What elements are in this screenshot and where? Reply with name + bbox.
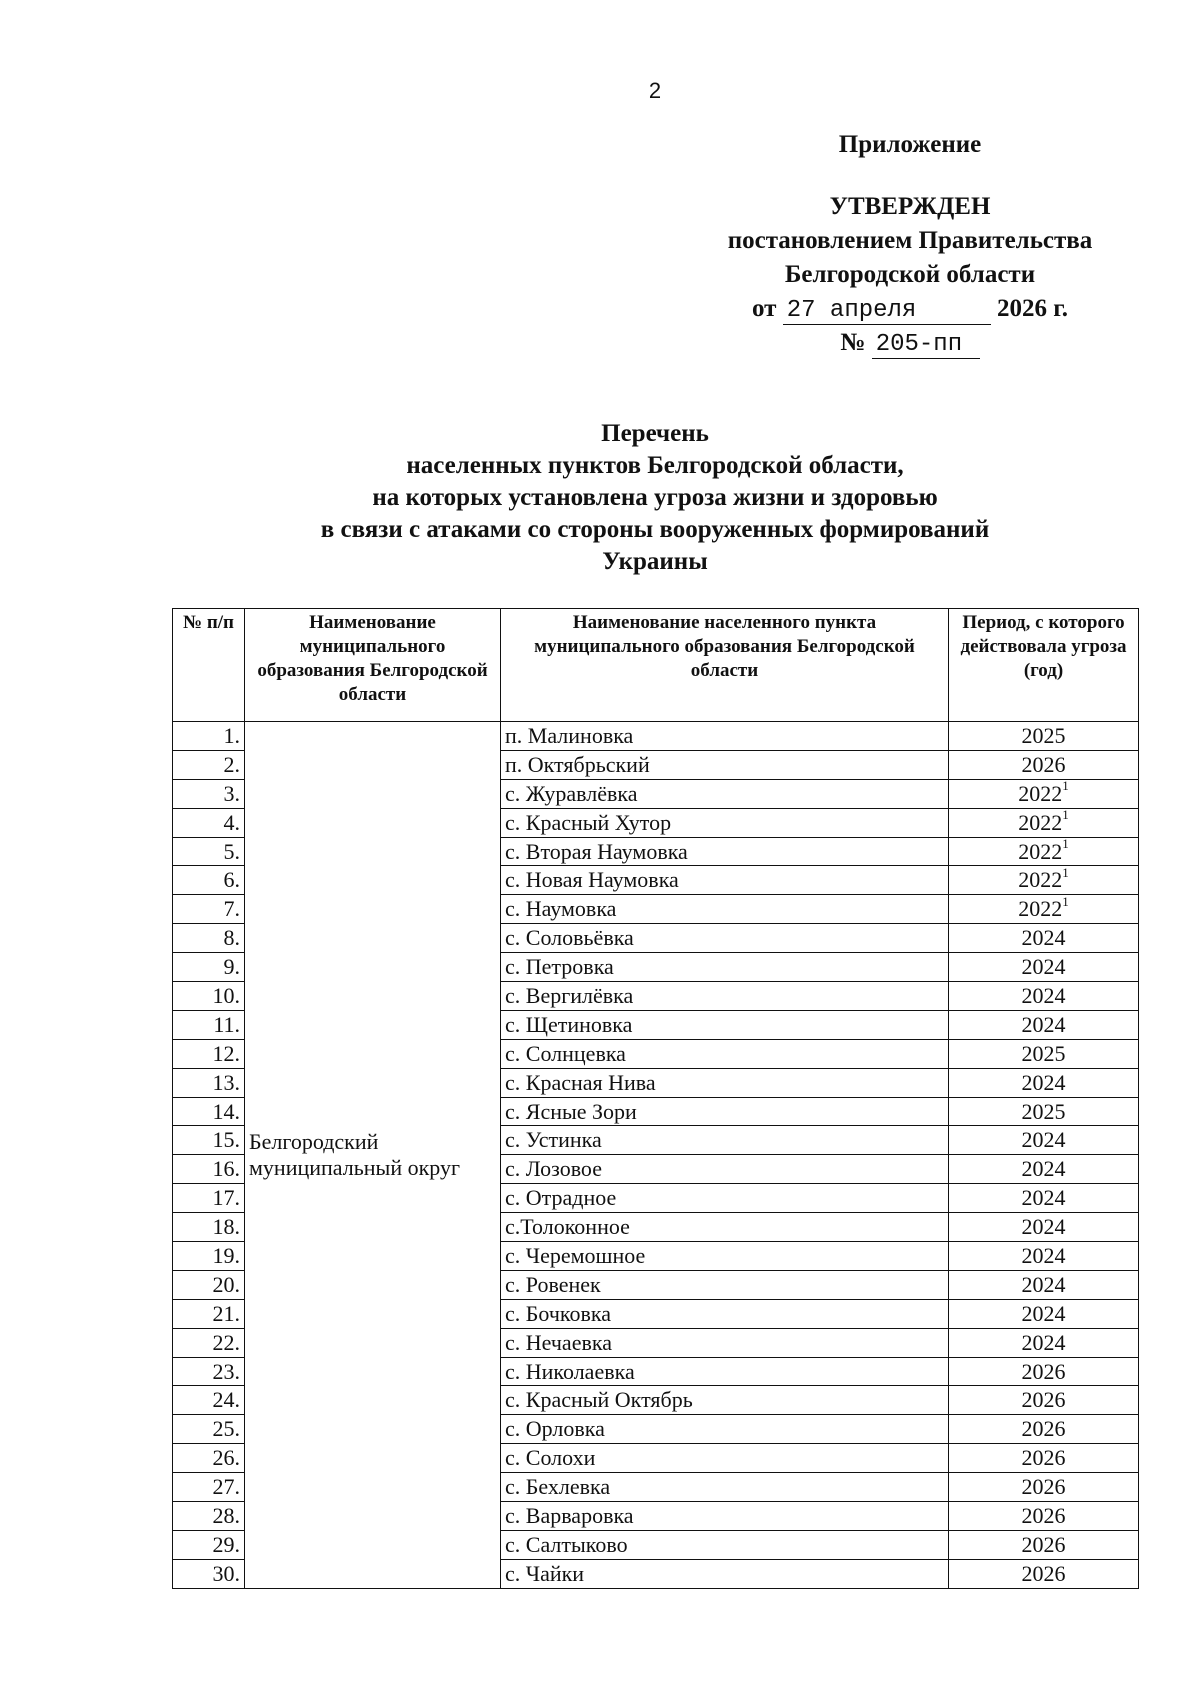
threat-year (949, 1242, 1139, 1271)
title-line-3: на которых установлена угроза жизни и здоровью (372, 484, 938, 511)
table-header-row (173, 609, 1139, 722)
row-number: 4. (173, 808, 245, 837)
settlement-name: с. Красная Нива (501, 1068, 949, 1097)
threat-year (949, 1039, 1139, 1068)
approval-block (640, 128, 1180, 360)
row-number: 25. (173, 1415, 245, 1444)
threat-year (949, 1068, 1139, 1097)
header-municipality: Наименование муниципального образования Белгородской области (245, 609, 501, 722)
year-value: 2024 (1021, 982, 1066, 1008)
threat-year (949, 1213, 1139, 1242)
settlement-name: с. Отрадное (501, 1184, 949, 1213)
settlement-name: с. Соловьёвка (501, 924, 949, 953)
row-number: 7. (173, 895, 245, 924)
settlement-name: с. Лозовое (501, 1155, 949, 1184)
row-number: 29. (173, 1530, 245, 1559)
settlement-name: с. Орловка (501, 1415, 949, 1444)
settlement-name: с. Петровка (501, 953, 949, 982)
document-title (175, 418, 1135, 578)
threat-year (949, 837, 1139, 866)
decree-line-1: постановлением Правительства (727, 227, 1093, 254)
settlement-name: с. Ровенек (501, 1270, 949, 1299)
year-value: 2026 (1021, 1474, 1066, 1500)
date-prefix: от (752, 295, 777, 322)
threat-year (949, 1097, 1139, 1126)
settlement-name: с. Наумовка (501, 895, 949, 924)
threat-year (949, 1530, 1139, 1559)
row-number: 21. (173, 1299, 245, 1328)
title-line-1: Перечень (601, 420, 709, 447)
settlement-name: с. Варваровка (501, 1502, 949, 1531)
year-value: 2024 (1021, 1156, 1066, 1182)
title-line-4: в связи с атаками со стороны вооруженных формирований (320, 516, 990, 543)
table-body (173, 722, 1139, 1589)
header-period: Период, с которого действовала угроза (год) (949, 609, 1139, 722)
row-number: 14. (173, 1097, 245, 1126)
threat-year (949, 953, 1139, 982)
row-number: 1. (173, 722, 245, 751)
settlement-name: с. Вергилёвка (501, 982, 949, 1011)
threat-year (949, 1357, 1139, 1386)
approved-label: УТВЕРЖДЕН (829, 193, 991, 220)
year-value: 2026 (1021, 1387, 1066, 1413)
settlement-name: с. Красный Хутор (501, 808, 949, 837)
decree-date (640, 292, 1180, 326)
settlement-name: п. Октябрьский (501, 750, 949, 779)
year-value: 2024 (1021, 1011, 1066, 1037)
year-value: 2024 (1021, 1069, 1066, 1095)
header-num: № п/п (173, 609, 245, 722)
threat-year (949, 1559, 1139, 1588)
threat-year (949, 1328, 1139, 1357)
row-number: 9. (173, 953, 245, 982)
row-number: 16. (173, 1155, 245, 1184)
decree-line-2: Белгородской области (784, 261, 1036, 288)
year-value: 2022 (1018, 780, 1063, 806)
threat-year (949, 1386, 1139, 1415)
settlement-name: с. Журавлёвка (501, 779, 949, 808)
year-value: 2024 (1021, 1329, 1066, 1355)
settlement-name: с. Солохи (501, 1444, 949, 1473)
threat-year (949, 982, 1139, 1011)
date-value: 27 апреля (783, 298, 991, 325)
settlement-name: с. Бочковка (501, 1299, 949, 1328)
threat-year (949, 1184, 1139, 1213)
year-value: 2026 (1021, 1502, 1066, 1528)
number-prefix: № (840, 329, 866, 356)
appendix-label: Приложение (838, 131, 982, 158)
row-number: 15. (173, 1126, 245, 1155)
footnote-marker: 1 (1062, 893, 1069, 909)
row-number: 20. (173, 1270, 245, 1299)
threat-year (949, 895, 1139, 924)
date-year: 2026 г. (996, 295, 1068, 322)
settlement-name: с. Ясные Зори (501, 1097, 949, 1126)
row-number: 27. (173, 1473, 245, 1502)
year-value: 2022 (1018, 867, 1063, 893)
row-number: 28. (173, 1502, 245, 1531)
row-number: 10. (173, 982, 245, 1011)
row-number: 26. (173, 1444, 245, 1473)
row-number: 23. (173, 1357, 245, 1386)
footnote-marker: 1 (1062, 807, 1069, 823)
year-value: 2024 (1021, 954, 1066, 980)
decree-number (640, 326, 1180, 360)
threat-year (949, 750, 1139, 779)
settlement-name: с. Солнцевка (501, 1039, 949, 1068)
page-number: 2 (648, 78, 662, 103)
year-value: 2024 (1021, 1185, 1066, 1211)
settlement-name: с. Щетиновка (501, 1010, 949, 1039)
year-value: 2025 (1021, 1040, 1066, 1066)
row-number: 18. (173, 1213, 245, 1242)
year-value: 2026 (1021, 1560, 1066, 1586)
row-number: 22. (173, 1328, 245, 1357)
municipality-name: Белгородский муниципальный округ (245, 722, 501, 1589)
settlement-name: с.Толоконное (501, 1213, 949, 1242)
threat-year (949, 1126, 1139, 1155)
number-value: 205-пп (872, 332, 980, 359)
row-number: 8. (173, 924, 245, 953)
year-value: 2024 (1021, 925, 1066, 951)
row-number: 5. (173, 837, 245, 866)
threat-year (949, 808, 1139, 837)
threat-year (949, 1473, 1139, 1502)
year-value: 2026 (1021, 1531, 1066, 1557)
threat-year (949, 1502, 1139, 1531)
year-value: 2024 (1021, 1127, 1066, 1153)
row-number: 2. (173, 750, 245, 779)
threat-year (949, 866, 1139, 895)
threat-year (949, 1270, 1139, 1299)
settlement-name: с. Вторая Наумовка (501, 837, 949, 866)
row-number: 3. (173, 779, 245, 808)
year-value: 2024 (1021, 1242, 1066, 1268)
row-number: 24. (173, 1386, 245, 1415)
year-value: 2025 (1021, 722, 1066, 748)
settlements-table (172, 608, 1139, 1589)
row-number: 17. (173, 1184, 245, 1213)
year-value: 2022 (1018, 896, 1063, 922)
settlement-name: с. Чайки (501, 1559, 949, 1588)
threat-year (949, 1415, 1139, 1444)
settlement-name: п. Малиновка (501, 722, 949, 751)
year-value: 2026 (1021, 1358, 1066, 1384)
settlement-name: с. Салтыково (501, 1530, 949, 1559)
settlement-name: с. Красный Октябрь (501, 1386, 949, 1415)
threat-year (949, 1299, 1139, 1328)
threat-year (949, 924, 1139, 953)
threat-year (949, 1155, 1139, 1184)
year-value: 2026 (1021, 751, 1066, 777)
row-number: 13. (173, 1068, 245, 1097)
row-number: 19. (173, 1242, 245, 1271)
settlement-name: с. Черемошное (501, 1242, 949, 1271)
row-number: 12. (173, 1039, 245, 1068)
row-number: 6. (173, 866, 245, 895)
row-number: 11. (173, 1010, 245, 1039)
year-value: 2025 (1021, 1098, 1066, 1124)
title-line-2: населенных пунктов Белгородской области, (406, 452, 904, 479)
table-row (173, 722, 1139, 751)
settlement-name: с. Новая Наумовка (501, 866, 949, 895)
year-value: 2024 (1021, 1214, 1066, 1240)
title-line-5: Украины (602, 548, 708, 575)
footnote-marker: 1 (1062, 865, 1069, 881)
year-value: 2024 (1021, 1300, 1066, 1326)
threat-year (949, 779, 1139, 808)
settlement-name: с. Николаевка (501, 1357, 949, 1386)
footnote-marker: 1 (1062, 836, 1069, 852)
year-value: 2024 (1021, 1271, 1066, 1297)
row-number: 30. (173, 1559, 245, 1588)
threat-year (949, 722, 1139, 751)
year-value: 2022 (1018, 809, 1063, 835)
settlement-name: с. Нечаевка (501, 1328, 949, 1357)
year-value: 2022 (1018, 838, 1063, 864)
year-value: 2026 (1021, 1416, 1066, 1442)
threat-year (949, 1444, 1139, 1473)
settlement-name: с. Бехлевка (501, 1473, 949, 1502)
threat-year (949, 1010, 1139, 1039)
header-settlement: Наименование населенного пункта муниципального образования Белгородской области (501, 609, 949, 722)
year-value: 2026 (1021, 1445, 1066, 1471)
footnote-marker: 1 (1062, 778, 1069, 794)
settlement-name: с. Устинка (501, 1126, 949, 1155)
